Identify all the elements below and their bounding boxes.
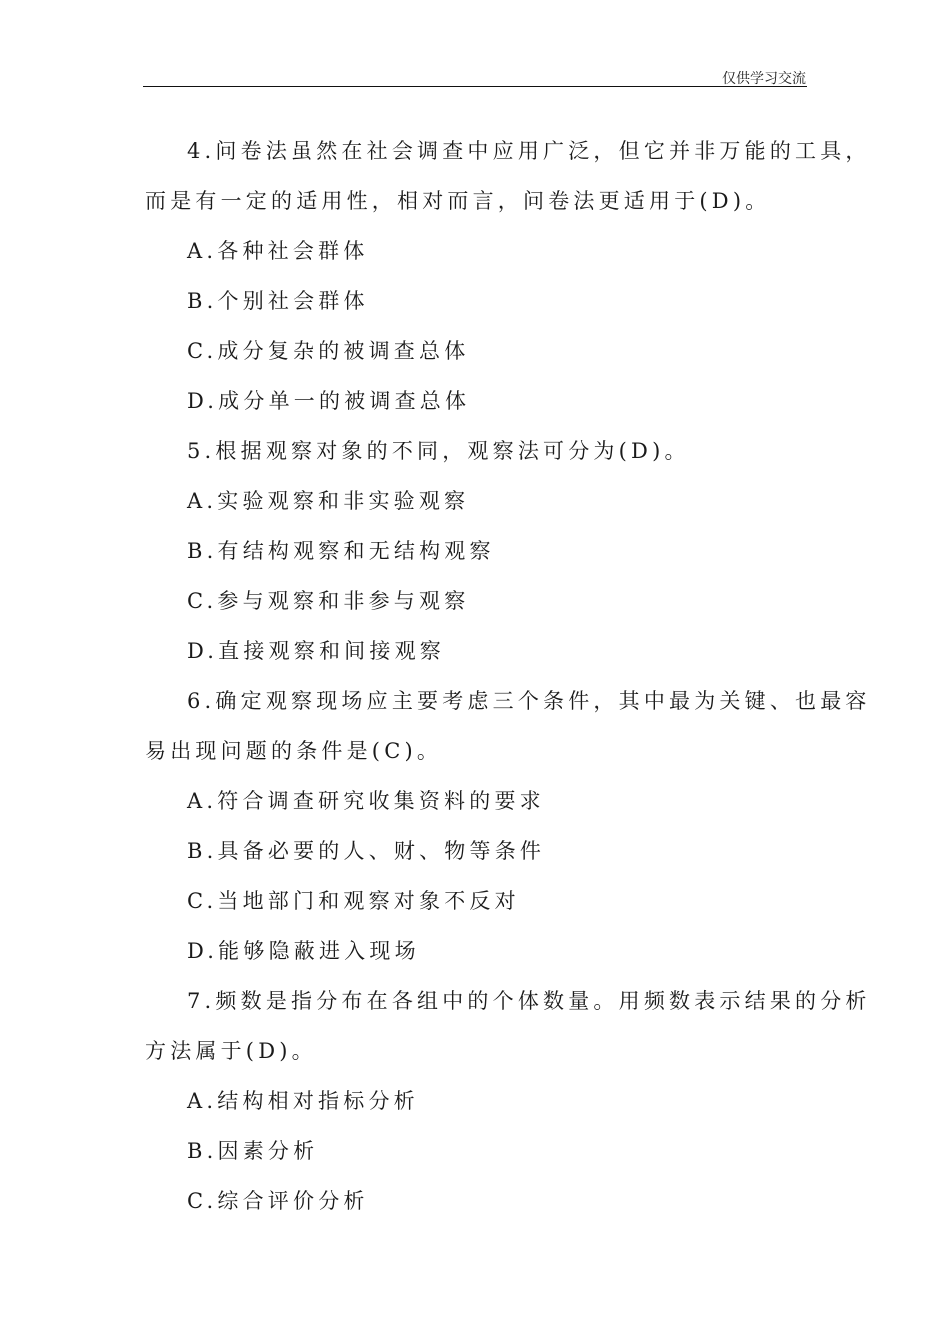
question-5-option-d: D.直接观察和间接观察 <box>187 639 445 663</box>
question-4-option-c: C.成分复杂的被调查总体 <box>187 339 470 363</box>
question-5-option-c: C.参与观察和非参与观察 <box>187 589 470 613</box>
document-body <box>145 133 871 1233</box>
question-6-stem-line-1: 6.确定观察现场应主要考虑三个条件，其中最为关键、也最容 <box>187 689 871 713</box>
question-7-stem-line-1: 7.频数是指分布在各组中的个体数量。用频数表示结果的分析 <box>187 989 871 1013</box>
question-5-option-a: A.实验观察和非实验观察 <box>187 489 470 513</box>
question-6-option-d: D.能够隐蔽进入现场 <box>187 939 420 963</box>
question-5-stem-line-1: 5.根据观察对象的不同，观察法可分为(D)。 <box>187 439 690 463</box>
question-6-option-c: C.当地部门和观察对象不反对 <box>187 889 520 913</box>
question-7-option-a: A.结构相对指标分析 <box>187 1089 419 1113</box>
question-4-stem-line-2: 而是有一定的适用性，相对而言，问卷法更适用于(D)。 <box>145 189 771 213</box>
question-4-option-b: B.个别社会群体 <box>187 289 369 313</box>
question-7-stem-line-2: 方法属于(D)。 <box>145 1039 317 1063</box>
header-divider <box>143 86 807 87</box>
page-header-text: 仅供学习交流 <box>722 71 806 87</box>
question-6-option-b: B.具备必要的人、财、物等条件 <box>187 839 546 863</box>
question-4-stem-line-1: 4.问卷法虽然在社会调查中应用广泛，但它并非万能的工具， <box>187 139 871 163</box>
question-7-option-b: B.因素分析 <box>187 1139 319 1163</box>
question-4-option-a: A.各种社会群体 <box>187 239 369 263</box>
question-6-option-a: A.符合调查研究收集资料的要求 <box>187 789 545 813</box>
question-5-option-b: B.有结构观察和无结构观察 <box>187 539 495 563</box>
question-6-stem-line-2: 易出现问题的条件是(C)。 <box>145 739 443 763</box>
question-7-option-c: C.综合评价分析 <box>187 1189 369 1213</box>
question-4-option-d: D.成分单一的被调查总体 <box>187 389 471 413</box>
